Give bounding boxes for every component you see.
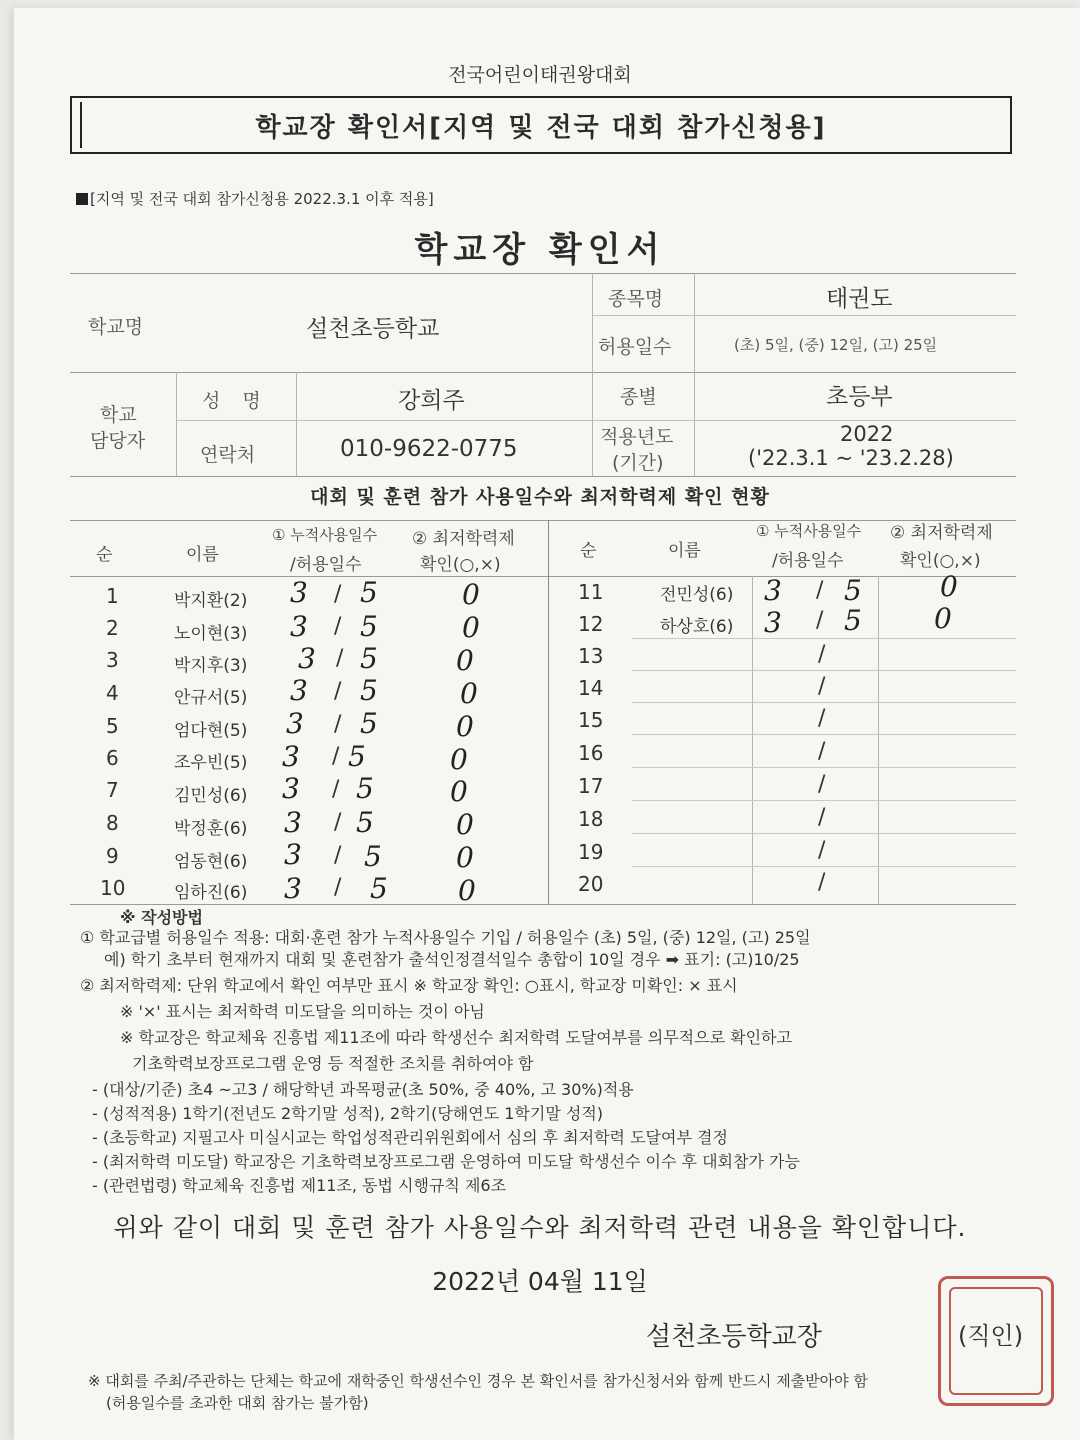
col-header-no-left: 순 xyxy=(96,545,113,565)
used-days: 3 xyxy=(290,576,308,609)
apply-year-value: 2022 xyxy=(840,422,894,446)
col-header-no-right: 순 xyxy=(580,541,597,561)
allowed-days: 5 xyxy=(844,604,862,637)
note-line: ※ '×' 표시는 최저학력 미도달을 의미하는 것이 아님 xyxy=(120,1002,485,1021)
row-no: 6 xyxy=(106,746,119,770)
note-line: 예) 학기 초부터 현재까지 대회 및 훈련참가 출석인정결석일수 총합이 10일 경우 ➡ 표기: (고)10/25 xyxy=(104,950,800,969)
student-name: 전민성(6) xyxy=(660,585,734,605)
min-check: 0 xyxy=(456,841,474,874)
allowed-days: 5 xyxy=(844,574,862,607)
note-line: ② 최저학력제: 단위 학교에서 확인 여부만 표시 ※ 학교장 확인: ○표시, 학교장 미확인: × 표시 xyxy=(80,976,738,995)
staff-label-line2: 담당자 xyxy=(90,430,146,452)
row-no: 9 xyxy=(106,844,119,868)
rule xyxy=(296,372,297,476)
student-name: 김민성(6) xyxy=(174,786,248,806)
allowed-days: 5 xyxy=(360,707,378,740)
row-no: 19 xyxy=(578,840,604,864)
rule xyxy=(632,638,1016,639)
apply-year-label: 적용년도 xyxy=(600,426,674,448)
allowed-days: 5 xyxy=(364,840,382,873)
allowed-days-value: (초) 5일, (중) 12일, (고) 25일 xyxy=(734,336,938,354)
note-line: 기초학력보장프로그램 운영 등 적절한 조치를 취하여야 함 xyxy=(132,1054,534,1073)
student-name: 안규서(5) xyxy=(174,688,248,708)
used-days: 3 xyxy=(284,872,302,905)
rule xyxy=(878,576,879,904)
slash-divider: / xyxy=(818,642,826,667)
main-title: 학교장 확인서 xyxy=(414,230,666,270)
rule xyxy=(632,866,1016,867)
student-name: 엄동현(6) xyxy=(174,852,248,872)
apply-period-label: (기간) xyxy=(612,452,664,474)
row-no: 12 xyxy=(578,612,604,636)
row-no: 8 xyxy=(106,811,119,835)
rule xyxy=(176,372,177,476)
col-header-days2-right: /허용일수 xyxy=(772,551,844,571)
slash-divider: / xyxy=(336,646,344,671)
row-no: 17 xyxy=(578,774,604,798)
used-days: 3 xyxy=(764,606,782,639)
used-days: 3 xyxy=(284,806,302,839)
slash-divider: / xyxy=(334,679,342,704)
min-check: 0 xyxy=(940,570,958,603)
slash-divider: / xyxy=(818,870,826,895)
used-days: 3 xyxy=(290,674,308,707)
note-line: - (초등학교) 지필고사 미실시교는 학업성적관리위원회에서 심의 후 최저학력 도달여부 결정 xyxy=(92,1128,728,1147)
slash-divider: / xyxy=(332,744,340,769)
rule xyxy=(548,520,549,904)
row-no: 2 xyxy=(106,616,119,640)
row-no: 11 xyxy=(578,580,604,604)
square-bullet-icon xyxy=(76,193,88,205)
min-check: 0 xyxy=(456,808,474,841)
col-header-min2-right: 확인(○,×) xyxy=(900,551,981,571)
used-days: 3 xyxy=(286,707,304,740)
student-name: 임하진(6) xyxy=(174,883,248,903)
used-days: 3 xyxy=(284,838,302,871)
slash-divider: / xyxy=(816,578,824,603)
min-check: 0 xyxy=(450,743,468,776)
slash-divider: / xyxy=(818,706,826,731)
category-value: 초등부 xyxy=(826,384,893,410)
rule xyxy=(632,670,1016,671)
note-line: - (관련법령) 학교체육 진흥법 제11조, 동법 시행규칙 제6조 xyxy=(92,1176,507,1195)
document-title-box xyxy=(70,96,1012,154)
col-header-days-right: ① 누적사용일수 xyxy=(756,522,862,540)
rule xyxy=(632,767,1016,768)
row-no: 7 xyxy=(106,778,119,802)
allowed-days: 5 xyxy=(360,610,378,643)
col-header-days2-left: /허용일수 xyxy=(290,555,362,575)
rule xyxy=(592,273,593,476)
slash-divider: / xyxy=(334,843,342,868)
rule xyxy=(70,273,1016,274)
rule xyxy=(70,904,1016,905)
contact-value: 010-9622-0775 xyxy=(340,436,518,462)
slash-divider: / xyxy=(818,739,826,764)
rule xyxy=(176,420,1016,421)
col-header-days-left: ① 누적사용일수 xyxy=(272,526,378,544)
slash-divider: / xyxy=(818,805,826,830)
school-name-label: 학교명 xyxy=(88,316,144,338)
student-name: 하상호(6) xyxy=(660,617,734,637)
row-no: 3 xyxy=(106,648,119,672)
notes-heading: ※ 작성방법 xyxy=(120,908,203,927)
allowed-days: 5 xyxy=(356,772,374,805)
used-days: 3 xyxy=(290,610,308,643)
slash-divider: / xyxy=(334,810,342,835)
slash-divider: / xyxy=(332,777,340,802)
row-no: 16 xyxy=(578,741,604,765)
allowed-days: 5 xyxy=(370,872,388,905)
slash-divider: / xyxy=(818,838,826,863)
min-check: 0 xyxy=(460,677,478,710)
row-no: 4 xyxy=(106,681,119,705)
allowed-days: 5 xyxy=(356,806,374,839)
col-header-min-left: ② 최저학력제 xyxy=(412,529,515,549)
allowed-days: 5 xyxy=(360,576,378,609)
rule xyxy=(70,372,1016,373)
slash-divider: / xyxy=(334,614,342,639)
rule xyxy=(694,273,695,476)
principal-title: 설천초등학교장 xyxy=(646,1322,822,1352)
sport-value: 태권도 xyxy=(826,286,893,312)
submission-note-sub: (허용일수를 초과한 대회 참가는 불가함) xyxy=(106,1394,369,1412)
applicability-note-text: [지역 및 전국 대회 참가신청용 2022.3.1 이후 적용] xyxy=(90,190,434,208)
document-title: 학교장 확인서[지역 및 전국 대회 참가신청용] xyxy=(255,112,827,143)
rule xyxy=(632,702,1016,703)
min-check: 0 xyxy=(462,578,480,611)
person-name-value: 강희주 xyxy=(398,388,465,414)
issue-date: 2022년 04월 11일 xyxy=(432,1267,648,1296)
min-check: 0 xyxy=(458,874,476,907)
student-name: 엄다현(5) xyxy=(174,721,248,741)
seal-label: (직인) xyxy=(958,1322,1024,1350)
allowed-days: 5 xyxy=(360,674,378,707)
row-no: 10 xyxy=(100,876,126,900)
slash-divider: / xyxy=(818,772,826,797)
slash-divider: / xyxy=(334,875,342,900)
used-days: 3 xyxy=(282,772,300,805)
rule xyxy=(70,520,1016,521)
apply-period-value: ('22.3.1 ~ '23.2.28) xyxy=(748,446,954,470)
allowed-days: 5 xyxy=(360,642,378,675)
section-title: 대회 및 훈련 참가 사용일수와 최저학력제 확인 현황 xyxy=(310,486,770,508)
row-no: 15 xyxy=(578,708,604,732)
used-days: 3 xyxy=(298,642,316,675)
slash-divider: / xyxy=(334,712,342,737)
row-no: 18 xyxy=(578,807,604,831)
row-no: 20 xyxy=(578,872,604,896)
applicability-note xyxy=(76,188,434,209)
col-header-name-left: 이름 xyxy=(186,545,219,565)
rule xyxy=(752,576,753,904)
contact-label: 연락처 xyxy=(200,444,256,466)
min-check: 0 xyxy=(462,611,480,644)
row-no: 5 xyxy=(106,714,119,738)
slash-divider: / xyxy=(334,582,342,607)
slash-divider: / xyxy=(818,674,826,699)
min-check: 0 xyxy=(450,775,468,808)
row-no: 13 xyxy=(578,644,604,668)
used-days: 3 xyxy=(764,574,782,607)
student-name: 박지후(3) xyxy=(174,656,248,676)
category-label: 종별 xyxy=(620,386,657,408)
note-line: ※ 학교장은 학교체육 진흥법 제11조에 따라 학생선수 최저학력 도달여부를 의무적으로 확인하고 xyxy=(120,1028,792,1047)
min-check: 0 xyxy=(456,644,474,677)
student-name: 박지환(2) xyxy=(174,591,248,611)
submission-note: ※ 대회를 주최/주관하는 단체는 학교에 재학중인 학생선수인 경우 본 확인서를 참가신청서와 함께 반드시 제출받아야 함 xyxy=(88,1372,868,1390)
rule xyxy=(632,800,1016,801)
rule xyxy=(70,576,1016,577)
rule xyxy=(70,476,1016,477)
student-name: 노이현(3) xyxy=(174,624,248,644)
used-days: 3 xyxy=(282,740,300,773)
row-no: 14 xyxy=(578,676,604,700)
note-line: - (대상/기준) 초4 ~고3 / 해당학년 과목평균(초 50%, 중 40%, 고 30%)적용 xyxy=(92,1080,634,1099)
person-name-label: 성 명 xyxy=(202,390,269,412)
min-check: 0 xyxy=(456,710,474,743)
note-line: - (성적적용) 1학기(전년도 2학기말 성적), 2학기(당해연도 1학기말 성적) xyxy=(92,1104,604,1123)
col-header-min2-left: 확인(○,×) xyxy=(420,555,501,575)
student-name: 박정훈(6) xyxy=(174,819,248,839)
allowed-days-label: 허용일수 xyxy=(598,336,672,358)
sport-label: 종목명 xyxy=(608,288,664,310)
event-name: 전국어린이태권왕대회 xyxy=(448,64,632,86)
rule xyxy=(632,833,1016,834)
confirmation-statement: 위와 같이 대회 및 훈련 참가 사용일수와 최저학력 관련 내용을 확인합니다. xyxy=(113,1213,967,1242)
staff-label-line1: 학교 xyxy=(100,404,137,426)
student-name: 조우빈(5) xyxy=(174,753,248,773)
note-line: - (최저학력 미도달) 학교장은 기초학력보장프로그램 운영하여 미도달 학생선수 이수 후 대회참가 가능 xyxy=(92,1152,800,1171)
col-header-min-right: ② 최저학력제 xyxy=(890,523,993,543)
school-name-value: 설천초등학교 xyxy=(306,316,440,342)
row-no: 1 xyxy=(106,584,119,608)
rule xyxy=(592,315,1016,316)
note-line: ① 학교급별 허용일수 적용: 대회·훈련 참가 누적사용일수 기입 / 허용일수 (초) 5일, (중) 12일, (고) 25일 xyxy=(80,928,811,947)
col-header-name-right: 이름 xyxy=(668,541,701,561)
slash-divider: / xyxy=(816,608,824,633)
allowed-days: 5 xyxy=(348,740,366,773)
min-check: 0 xyxy=(934,602,952,635)
rule xyxy=(632,734,1016,735)
